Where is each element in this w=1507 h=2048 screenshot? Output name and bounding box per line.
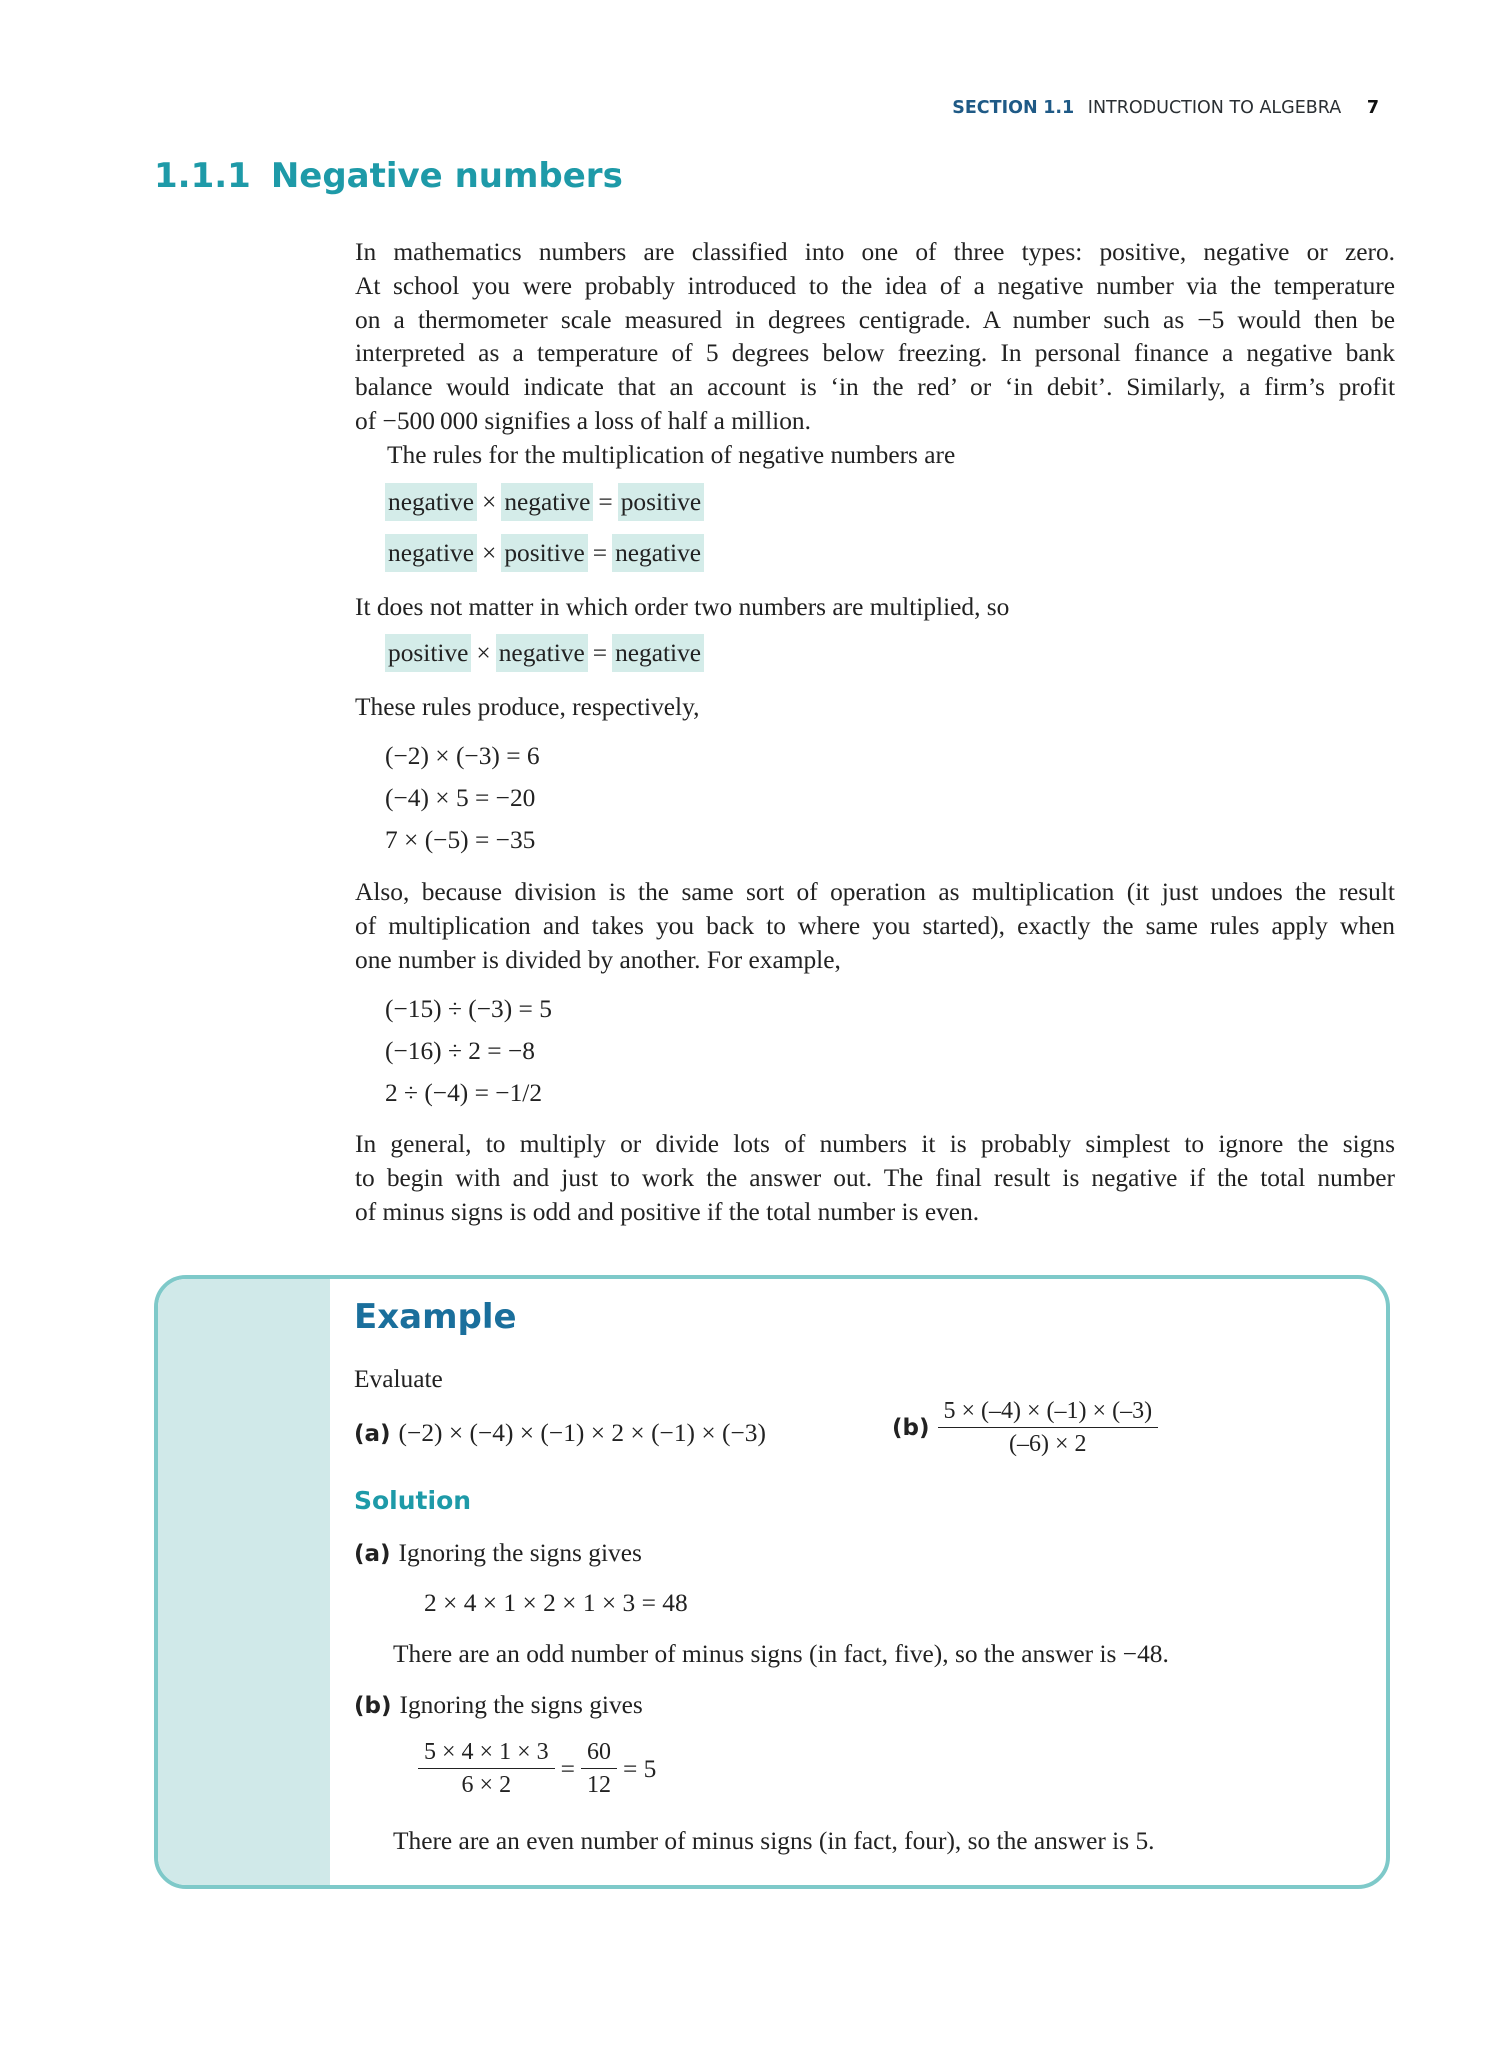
equals-sign: =: [592, 538, 608, 567]
running-head-section-label: SECTION: [952, 98, 1038, 118]
rule-operand-b: negative: [501, 483, 593, 521]
intro-line: In mathematics numbers are classified into one of three types: positive, negative or zero.: [355, 238, 1395, 266]
division-examples: [385, 988, 552, 1114]
example-instruction: Evaluate: [354, 1365, 443, 1393]
fraction-denominator: 12: [586, 1772, 611, 1798]
times-sign: ×: [482, 487, 497, 516]
fraction-denominator: 6 × 2: [461, 1772, 512, 1798]
example-box: [154, 1275, 1390, 1889]
solution-b-text: Ignoring the signs gives: [399, 1691, 643, 1719]
division-paragraph: [355, 876, 1395, 977]
rule-operand-b: positive: [501, 534, 587, 572]
multiplication-examples: [385, 735, 540, 861]
solution-a-conclusion: There are an odd number of minus signs (in fact, five), so the answer is −48.: [393, 1640, 1169, 1668]
rule-operand-b: negative: [496, 634, 588, 672]
running-head-section-title: INTRODUCTION TO ALGEBRA: [1087, 98, 1342, 118]
section-heading-title: Negative numbers: [270, 156, 623, 196]
equation: 2 ÷ (−4) = −1/2: [385, 1079, 543, 1107]
section-heading: [154, 156, 623, 196]
times-sign: ×: [476, 638, 491, 667]
division-line: one number is divided by another. For example,: [355, 945, 841, 974]
solution-b-label: (b): [354, 1693, 392, 1719]
part-b-denominator: (–6) × 2: [1009, 1431, 1087, 1457]
equals-sign: =: [560, 1754, 575, 1783]
running-head: [952, 98, 1379, 118]
rule-result: positive: [618, 483, 704, 521]
equals-sign: =: [592, 638, 608, 667]
general-line: In general, to multiply or divide lots of numbers it is probably simplest to ignore the signs: [355, 1130, 1395, 1158]
equation: (−15) ÷ (−3) = 5: [385, 995, 552, 1023]
solution-a-label: (a): [354, 1541, 391, 1567]
rule-operand-a: negative: [385, 483, 477, 521]
example-title: Example: [354, 1297, 517, 1337]
part-b-numerator: 5 × (–4) × (–1) × (–3): [938, 1396, 1159, 1428]
section-heading-number: 1.1.1: [154, 156, 251, 196]
rule-result: negative: [612, 534, 704, 572]
respectively-text: These rules produce, respectively,: [355, 693, 700, 721]
rule-result: negative: [612, 634, 704, 672]
division-line: of multiplication and takes you back to where you started), exactly the same rules apply when: [355, 911, 1395, 940]
solution-a-text: Ignoring the signs gives: [398, 1539, 642, 1567]
part-b-fraction: [938, 1396, 1159, 1459]
solution-a-intro: [354, 1536, 642, 1571]
part-b-label: (b): [892, 1414, 930, 1441]
rule-operand-a: negative: [385, 534, 477, 572]
page-number: 7: [1366, 98, 1379, 118]
solution-b-calculation: [418, 1737, 656, 1800]
intro-line: At school you were probably introduced to the idea of a negative number via the temperature: [355, 271, 1395, 300]
solution-b-fraction-1: [418, 1737, 555, 1800]
rule-line: [385, 534, 704, 572]
general-line: to begin with and just to work the answer out. The final result is negative if the total number: [355, 1163, 1395, 1192]
equation: (−16) ÷ 2 = −8: [385, 1037, 535, 1065]
part-a-label: (a): [354, 1421, 391, 1447]
solution-b-intro: [354, 1688, 643, 1723]
part-a-expression: (−2) × (−4) × (−1) × 2 × (−1) × (−3): [398, 1419, 766, 1447]
division-line: Also, because division is the same sort of operation as multiplication (it just undoes the result: [355, 878, 1395, 906]
fraction-numerator: 5 × 4 × 1 × 3: [418, 1737, 555, 1769]
rule-line: [385, 483, 704, 521]
general-paragraph: [355, 1128, 1395, 1229]
fraction-numerator: 60: [581, 1737, 617, 1769]
running-head-section-number: 1.1: [1043, 98, 1075, 118]
equals-sign: =: [598, 487, 613, 516]
example-part-a: [354, 1416, 766, 1451]
intro-line: balance would indicate that an account is ‘in the red’ or ‘in debit’. Similarly, a firm’s profit: [355, 373, 1395, 402]
solution-a-calculation: 2 × 4 × 1 × 2 × 1 × 3 = 48: [424, 1589, 688, 1617]
rules-intro: The rules for the multiplication of negative numbers are: [387, 441, 956, 469]
rule-operand-a: positive: [385, 634, 471, 672]
times-sign: ×: [482, 538, 497, 567]
example-part-b: [892, 1396, 1158, 1459]
solution-b-conclusion: There are an even number of minus signs (in fact, four), so the answer is 5.: [393, 1827, 1155, 1855]
intro-line: interpreted as a temperature of 5 degrees below freezing. In personal finance a negative bank: [355, 339, 1395, 368]
intro-paragraph: [355, 236, 1395, 439]
equation: 7 × (−5) = −35: [385, 826, 536, 854]
equation: (−2) × (−3) = 6: [385, 742, 540, 770]
result: = 5: [622, 1754, 657, 1783]
intro-line: of −500 000 signifies a loss of half a million.: [355, 406, 811, 435]
solution-title: Solution: [354, 1486, 472, 1515]
equation: (−4) × 5 = −20: [385, 784, 536, 812]
intro-line: on a thermometer scale measured in degrees centigrade. A number such as −5 would then be: [355, 305, 1395, 334]
example-stripe: [158, 1279, 330, 1885]
rule-line: [385, 634, 704, 672]
order-note: It does not matter in which order two numbers are multiplied, so: [355, 593, 1010, 621]
solution-b-fraction-2: [581, 1737, 617, 1800]
general-line: of minus signs is odd and positive if the total number is even.: [355, 1197, 980, 1226]
